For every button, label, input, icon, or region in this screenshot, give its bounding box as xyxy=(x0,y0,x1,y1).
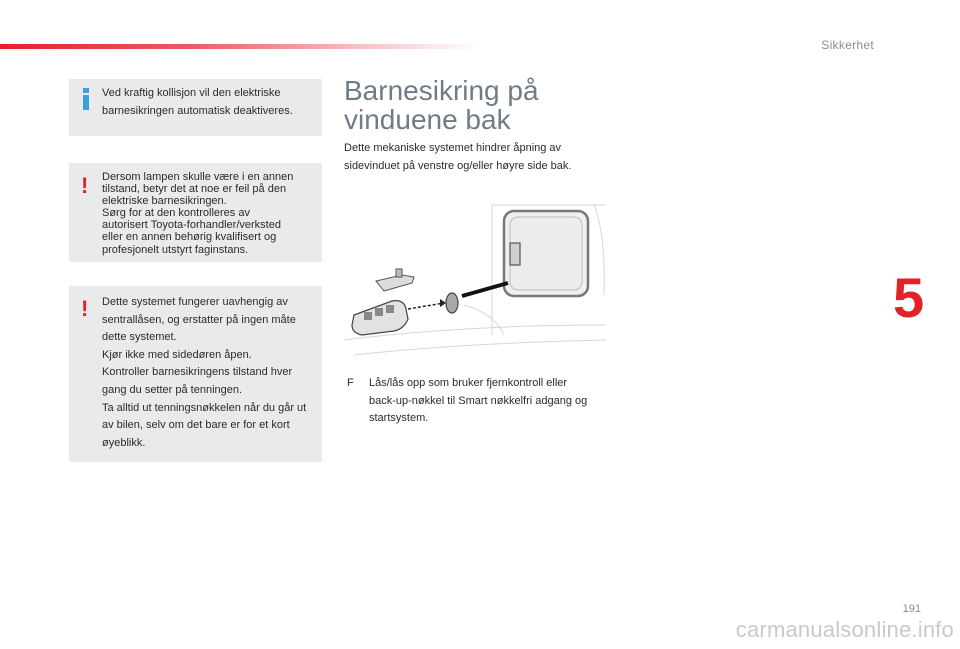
warning-note-lamp xyxy=(69,163,322,262)
chapter-number: 5 xyxy=(893,266,925,329)
warning-line: elektriske barnesikringen. xyxy=(102,195,227,208)
warning-icon: ! xyxy=(81,296,89,321)
warning-icon: ! xyxy=(81,173,89,198)
info-note-text: Ved kraftig kollisjon vil den elektriske barnesikringen automatisk deaktiveres. xyxy=(102,87,293,117)
header-accent-bar xyxy=(0,44,480,49)
info-note xyxy=(69,79,322,136)
instruction-text: Lås/lås opp som bruker fjernkontroll eller back-up-nøkkel til Smart nøkkelfri adgang og startsystem. xyxy=(369,377,588,425)
bullet-marker: F xyxy=(347,377,354,389)
watermark: carmanualsonline.info xyxy=(735,617,954,642)
page-title xyxy=(344,76,539,135)
warning-paragraph: Kontroller barnesikringens tilstand hver gang du setter på tenningen. xyxy=(102,366,293,396)
warning-line: profesjonelt utstyrt faginstans. xyxy=(102,243,249,256)
key-lock-illustration xyxy=(344,195,606,370)
section-label: Sikkerhet xyxy=(821,38,874,52)
warning-note-lamp-text xyxy=(102,171,316,256)
warning-paragraph: Kjør ikke med sidedøren åpen. xyxy=(102,348,252,361)
warning-line: Sørg for at den kontrolleres av xyxy=(102,207,250,220)
warning-paragraph: Ta alltid ut tenningsnøkkelen når du går ut av bilen, selv om det bare er for et kort øyeblikk. xyxy=(102,401,307,449)
warning-line: Dersom lampen skulle være i en annen xyxy=(102,171,294,183)
warning-line: eller en annen behørig kvalifisert og xyxy=(102,231,277,244)
warning-note-system xyxy=(69,286,322,462)
page-number: 191 xyxy=(902,603,921,615)
warning-line: autorisert Toyota-forhandler/verksted xyxy=(102,219,281,232)
info-icon xyxy=(82,88,90,110)
page-title-line: Barnesikring på xyxy=(344,75,539,106)
intro-text: Dette mekaniske systemet hindrer åpning av sidevinduet på venstre og/eller høyre side bak. xyxy=(344,142,572,172)
page-title-line: vinduene bak xyxy=(344,104,511,136)
warning-paragraph: Dette systemet fungerer uavhengig av sentrallåsen, og erstatter på ingen måte dette systemet. xyxy=(102,296,296,344)
warning-note-system-text xyxy=(102,294,316,452)
warning-line: tilstand, betyr det at noe er feil på den xyxy=(102,183,287,196)
